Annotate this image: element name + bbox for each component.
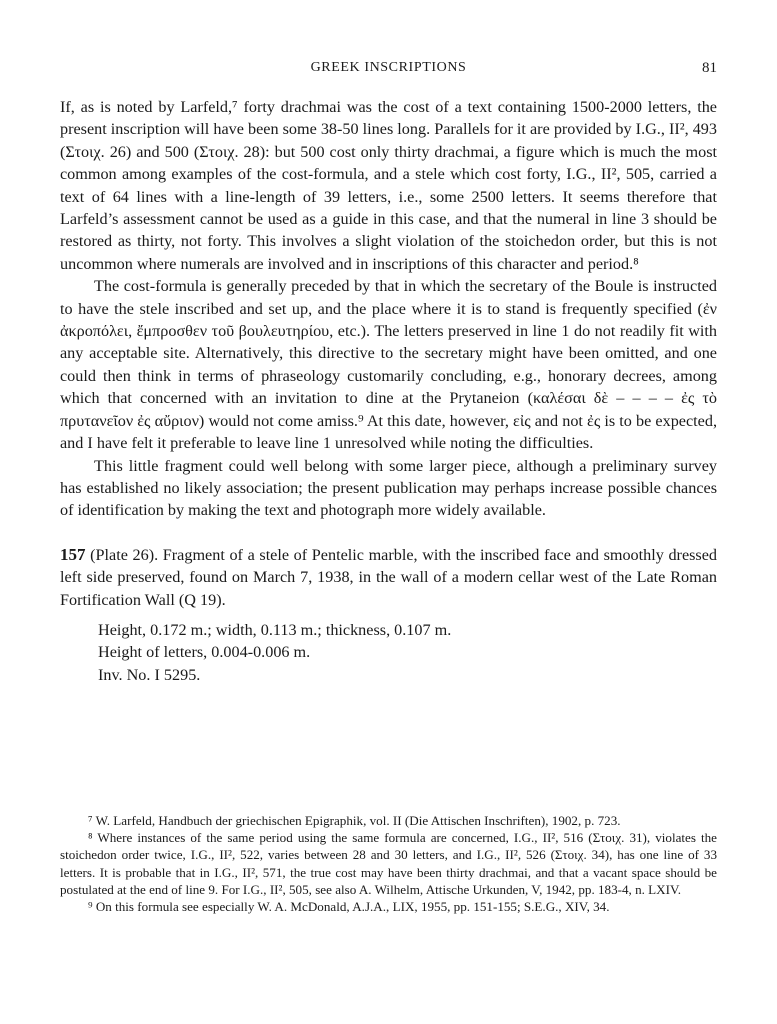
paragraph-2: The cost-formula is generally preceded by that in which the secretary of the Boule is instructed to have the stele inscribed and set up, and the place where it is to stand is frequently specified (ἐν ἀκροπόλει, ἔμπροσθεν τοῦ βουλευτηρίου, etc.). The letters preserved in line 1 do not readily fit with any acceptable site. Alternatively, this directive to the secretary might have been omitted, and one could then think in terms of phraseology customarily concluding, e.g., honorary decrees, among which that concerned with an invitation to dine at the Prytaneion (καλέσαι δὲ – – – – ἐς τὸ πρυτανεῖον ἐς αὔριον) would not come amiss.⁹ At this date, however, εἰς and not ἐς is to be expected, and I have felt it preferable to leave line 1 unresolved while noting the difficulties. <box>60 277 717 453</box>
footnotes <box>60 812 717 915</box>
running-head <box>60 60 717 82</box>
catalogue-entry <box>60 544 717 611</box>
footnote-8: ⁸ Where instances of the same period using the same formula are concerned, I.G., II², 516 (Στοιχ. 31), violates the stoichedon order twice, I.G., II², 522, varies between 28 and 30 letters, and I.G., II², 526 (Στοιχ. 34), has one line of 33 letters. It is probable that in I.G., II², 571, the true cost may have been thirty drachmai, and that a vacant space should be postulated at the end of line 9. For I.G., II², 505, see also A. Wilhelm, Attische Urkunden, V, 1942, pp. 183-4, n. LXIV. <box>60 830 717 897</box>
entry-description: (Plate 26). Fragment of a stele of Pentelic marble, with the inscribed face and smoothly dressed left side preserved, found on March 7, 1938, in the wall of a modern cellar west of the Late Roman Fortification Wall (Q 19). <box>60 545 718 609</box>
page-number: 81 <box>702 60 717 76</box>
measurement-inventory: Inv. No. I 5295. <box>98 665 201 684</box>
footnote-7: ⁷ W. Larfeld, Handbuch der griechischen Epigraphik, vol. II (Die Attischen Inschriften), 1902, p. 723. <box>88 813 621 828</box>
measurement-letter-height: Height of letters, 0.004-0.006 m. <box>98 643 311 662</box>
footnote-9: ⁹ On this formula see especially W. A. McDonald, A.J.A., LIX, 1955, pp. 151-155; S.E.G., XIV, 34. <box>88 899 610 915</box>
entry-number: 157 <box>60 544 86 564</box>
body-text <box>60 96 717 686</box>
measurement-dimensions: Height, 0.172 m.; width, 0.113 m.; thickness, 0.107 m. <box>98 620 452 639</box>
measurements <box>98 619 717 686</box>
running-head-title: GREEK INSCRIPTIONS <box>310 60 467 75</box>
paragraph-1: If, as is noted by Larfeld,⁷ forty drachmai was the cost of a text containing 1500-2000 letters, the present inscription will have been some 38-50 lines long. Parallels for it are provided by I.G., II², 493 (Στοιχ. 26) and 500 (Στοιχ. 28): but 500 cost only thirty drachmai, a figure which is much the most common among examples of the cost-formula, and a stele which cost forty, I.G., II², 505, carried a text of 64 lines with a line-length of 39 letters, i.e., some 2500 letters. It seems therefore that Larfeld’s assessment cannot be used as a guide in this case, and that the numeral in line 3 should be restored as thirty, not forty. This involves a slight violation of the stoichedon order, but this is not uncommon where numerals are involved and in inscriptions of this character and period.⁸ <box>60 98 717 273</box>
paragraph-3: This little fragment could well belong with some larger piece, although a preliminary survey has established no likely association; the present publication may perhaps increase possible chances of identification by making the text and photograph more widely available. <box>60 456 717 520</box>
